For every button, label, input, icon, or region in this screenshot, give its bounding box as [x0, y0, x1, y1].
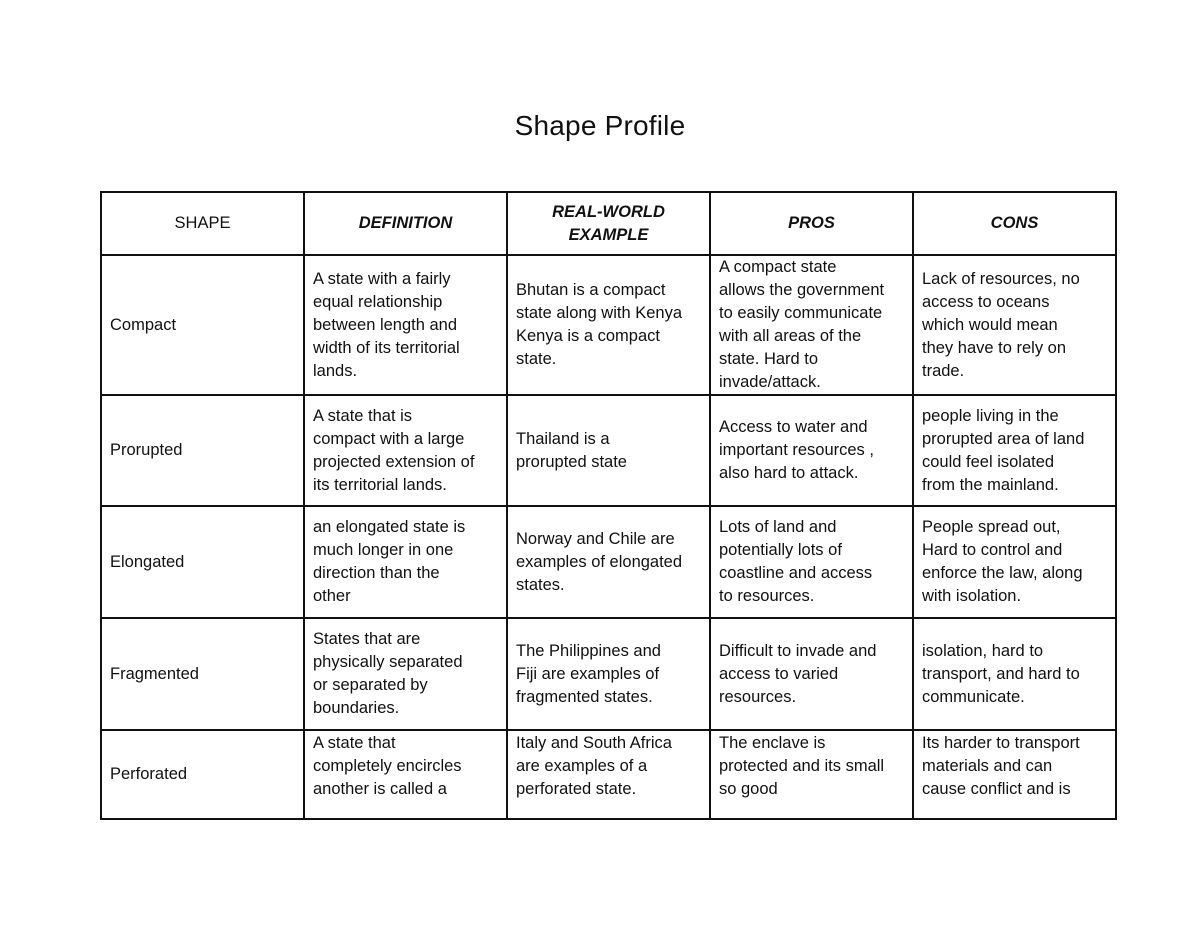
header-shape: SHAPE — [101, 192, 304, 255]
pros-cell: A compact state allows the government to easily communicate with all areas of the state. Hard to invade/attack. — [710, 255, 913, 395]
shape-cell: Prorupted — [101, 395, 304, 506]
table-row — [101, 730, 1116, 819]
cons-cell: isolation, hard to transport, and hard to communicate. — [913, 618, 1116, 730]
definition-cell: A state that completely encircles another is called a — [304, 730, 507, 819]
shape-cell: Fragmented — [101, 618, 304, 730]
example-cell: Bhutan is a compact state along with Kenya Kenya is a compact state. — [507, 255, 710, 395]
definition-cell: A state that is compact with a large projected extension of its territorial lands. — [304, 395, 507, 506]
definition-cell: an elongated state is much longer in one direction than the other — [304, 506, 507, 618]
pros-cell: Access to water and important resources , also hard to attack. — [710, 395, 913, 506]
cons-cell: Its harder to transport materials and can cause conflict and is — [913, 730, 1116, 819]
cons-cell: people living in the prorupted area of land could feel isolated from the mainland. — [913, 395, 1116, 506]
pros-cell: Difficult to invade and access to varied resources. — [710, 618, 913, 730]
table-row — [101, 255, 1116, 395]
shape-cell: Compact — [101, 255, 304, 395]
cons-cell: Lack of resources, no access to oceans which would mean they have to rely on trade. — [913, 255, 1116, 395]
shape-cell: Perforated — [101, 730, 304, 819]
definition-cell: A state with a fairly equal relationship between length and width of its territorial lands. — [304, 255, 507, 395]
pros-cell: Lots of land and potentially lots of coastline and access to resources. — [710, 506, 913, 618]
table-row — [101, 395, 1116, 506]
definition-cell: States that are physically separated or separated by boundaries. — [304, 618, 507, 730]
header-cons: CONS — [913, 192, 1116, 255]
header-definition: DEFINITION — [304, 192, 507, 255]
cons-cell: People spread out, Hard to control and enforce the law, along with isolation. — [913, 506, 1116, 618]
example-cell: Norway and Chile are examples of elongated states. — [507, 506, 710, 618]
table-row — [101, 506, 1116, 618]
pros-cell: The enclave is protected and its small so good — [710, 730, 913, 819]
header-pros: PROS — [710, 192, 913, 255]
table-header-row — [101, 192, 1116, 255]
shape-profile-table — [100, 191, 1117, 820]
example-cell: Italy and South Africa are examples of a perforated state. — [507, 730, 710, 819]
example-cell: Thailand is a prorupted state — [507, 395, 710, 506]
page-title: Shape Profile — [514, 110, 686, 141]
table-row — [101, 618, 1116, 730]
header-real-world-example: REAL-WORLD EXAMPLE — [507, 192, 710, 255]
example-cell: The Philippines and Fiji are examples of fragmented states. — [507, 618, 710, 730]
shape-cell: Elongated — [101, 506, 304, 618]
